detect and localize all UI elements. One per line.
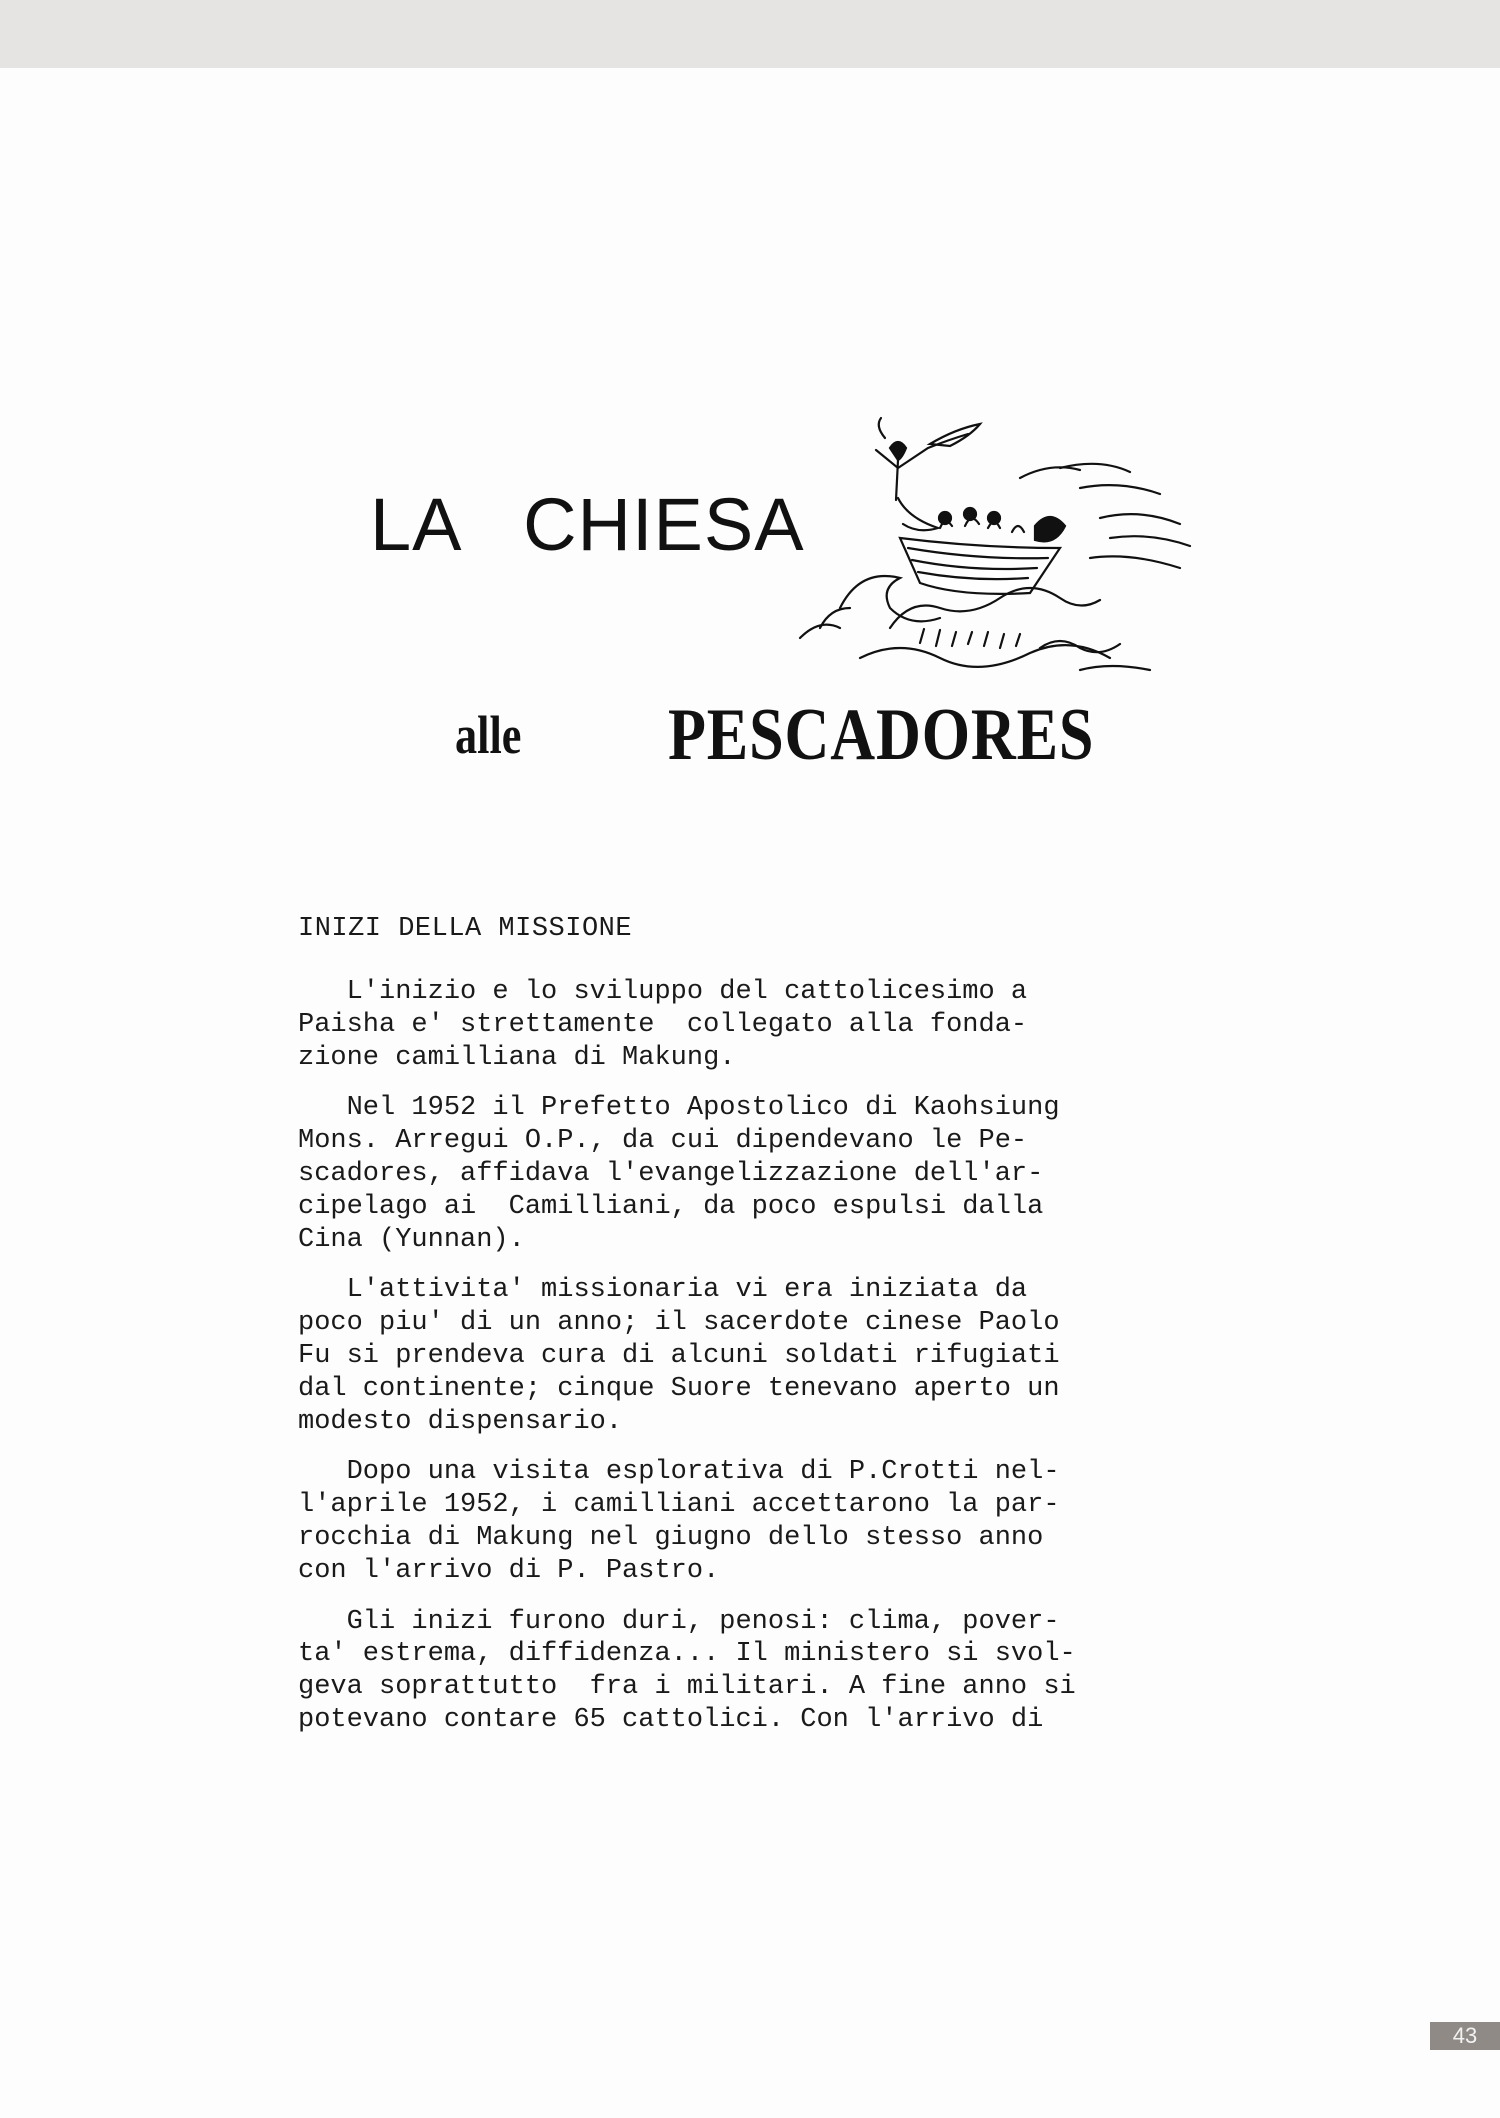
paragraph: Nel 1952 il Prefetto Apostolico di Kaohsiung Mons. Arregui O.P., da cui dipendevano le Pe- scadores, affidava l'evangelizzazione dell'ar- cipelago ai Camilliani, da poco espulsi dalla Cina (Yunnan). (298, 1093, 1060, 1255)
title-alle: alle (455, 705, 522, 765)
page-number: 43 (1430, 2022, 1500, 2050)
section-heading: INIZI DELLA MISSIONE (298, 914, 633, 944)
title-pescadores: PESCADORES (668, 694, 1095, 776)
paragraph: Dopo una visita esplorativa di P.Crotti nel- l'aprile 1952, i camilliani accettarono la par- rocchia di Makung nel giugno dello stesso anno con l'arrivo di P. Pastro. (298, 1457, 1060, 1586)
paragraph: Gli inizi furono duri, penosi: clima, pover- ta' estrema, diffidenza... Il ministero si svol- geva soprattutto fra i militari. A fine anno si potevano contare 65 cattolici. Con l'arrivo di (298, 1606, 1076, 1735)
body-text (298, 976, 1203, 1755)
paragraph: L'inizio e lo sviluppo del cattolicesimo a Paisha e' strettamente collegato alla fonda- zione camilliana di Makung. (298, 977, 1028, 1073)
paragraph: L'attivita' missionaria vi era iniziata da poco piu' di un anno; il sacerdote cinese Paolo Fu si prendeva cura di alcuni soldati rifugiati dal continente; cinque Suore tenevano aperto un modesto dispensario. (298, 1275, 1060, 1437)
scan-top-band (0, 0, 1500, 68)
boat-in-storm-icon (780, 408, 1220, 708)
title-la-chiesa: LA CHIESA (370, 483, 805, 566)
